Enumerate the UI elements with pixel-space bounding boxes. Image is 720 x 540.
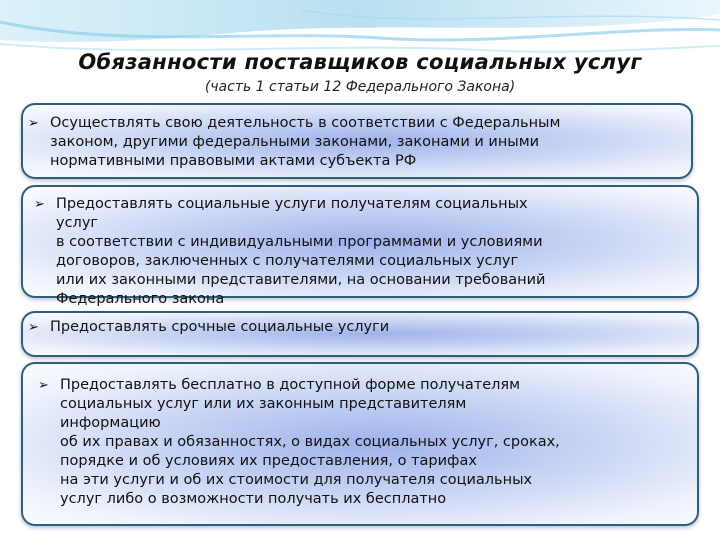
duty-item-2-text: Предоставлять социальные услуги получателям социальных услуг в соответствии с индивидуальными программами и условиями договоров, заключенных с получателями социальных услуг или их законными представителями, на основании требований Федерального закона (56, 196, 546, 307)
arrow-bullet-icon: ➢ (28, 320, 39, 335)
arrow-bullet-icon: ➢ (28, 116, 39, 131)
arrow-bullet-icon: ➢ (34, 197, 45, 212)
duty-item-3-text: Предоставлять срочные социальные услуги (50, 319, 390, 335)
duty-item-4-text: Предоставлять бесплатно в доступной форме получателям социальных услуг или их законным представителям информацию об их правах и обязанностях, о видах социальных услуг, сроках, порядке и об условиях их предоставления, о тарифах на эти услуги и об их стоимости для получателя социальных услуг либо о возможности получать их бесплатно (60, 377, 560, 507)
arrow-bullet-icon: ➢ (38, 378, 49, 393)
slide-title: Обязанности поставщиков социальных услуг (78, 50, 642, 74)
slide-subtitle: (часть 1 статьи 12 Федерального Закона) (204, 79, 516, 95)
duty-item-1-text: Осуществлять свою деятельность в соответствии с Федеральным законом, другими федеральными законами, законами и иными нормативными правовыми актами субъекта РФ (50, 115, 561, 169)
